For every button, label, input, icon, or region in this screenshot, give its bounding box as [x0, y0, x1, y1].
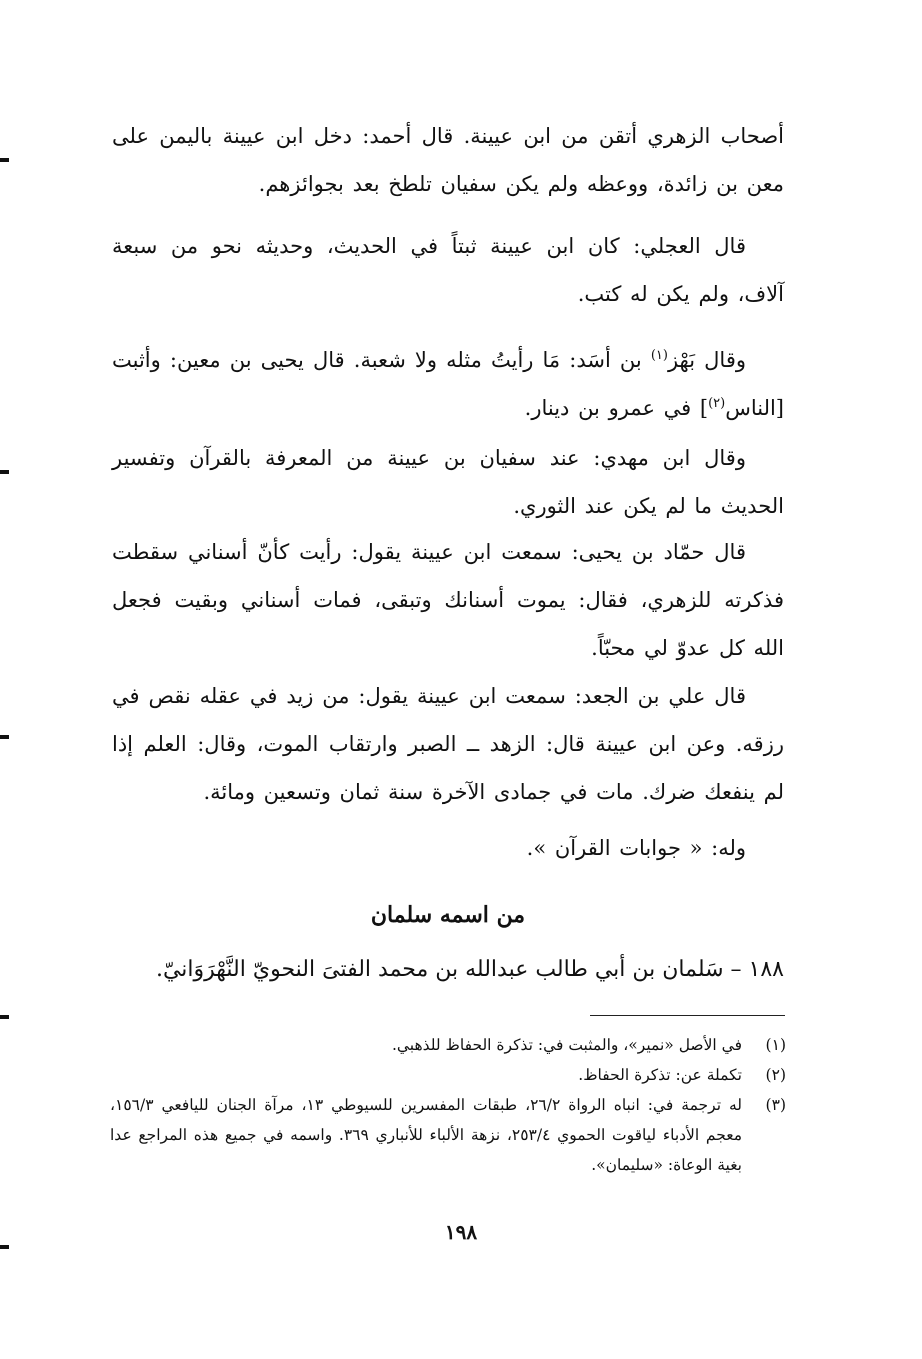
footnote-ref: (٢) [708, 396, 726, 411]
paragraph: قال حمّاد بن يحيى: سمعت ابن عيينة يقول: رأيت كأنّ أسناني سقطت فذكرته للزهري، فقال: يموت أسنانك وتبقى، فمات أسناني وبقيت فجعل الله كل عدوّ لي محبّاً. [112, 540, 784, 660]
paragraph: وله: « جوابات القرآن ». [526, 836, 746, 860]
section-title: من اسمه سلمان [370, 902, 526, 928]
paragraph-with-footnotes [112, 336, 784, 432]
footnote-number: (٣) [765, 1096, 786, 1114]
footnote-text: في الأصل «نمير»، والمثبت في: تذكرة الحفاظ للذهبي. [391, 1036, 742, 1054]
footnote-number: (٢) [765, 1066, 786, 1084]
footnote-number: (١) [765, 1036, 786, 1054]
footnote-separator [590, 1015, 785, 1016]
binding-mark [0, 1245, 9, 1249]
paragraph-text: وقال بَهْز [667, 348, 746, 372]
footnote-ref: (١) [650, 348, 668, 363]
paragraph-text: ] في عمرو بن دينار. [524, 396, 709, 420]
binding-mark [0, 735, 9, 739]
paragraph: قال العجلي: كان ابن عيينة ثبتاً في الحديث، وحديثه نحو من سبعة آلاف، ولم يكن له كتب. [112, 234, 784, 306]
paragraph: قال علي بن الجعد: سمعت ابن عيينة يقول: من زيد في عقله نقص في رزقه. وعن ابن عيينة قال: الزهد ــ الصبر وارتقاب الموت، وقال: العلم إذا لم ينفعك ضرك. مات في جمادى الآخرة سنة ثمان وتسعين ومائة. [112, 684, 784, 804]
biography-entry-heading: ١٨٨ – سَلمان بن أبي طالب عبدالله بن محمد الفتىَ النحويّ النَّهْرَوَانيّ. [155, 957, 784, 982]
binding-mark [0, 158, 9, 162]
paragraph: أصحاب الزهري أتقن من ابن عيينة. قال أحمد: دخل ابن عيينة باليمن على معن بن زائدة، ووعظه ولم يكن سفيان تلطخ بعد بجوائزهم. [112, 124, 784, 196]
binding-mark [0, 470, 9, 474]
binding-mark [0, 1015, 9, 1019]
footnote-text: له ترجمة في: انباه الرواة ٢٦/٢، طبقات المفسرين للسيوطي ١٣، مرآة الجنان لليافعي ١٥٦/٣، معجم الأدباء لياقوت الحموي ٢٥٣/٤، نزهة الألباء للأنباري ٣٦٩. واسمه في جميع هذه المراجع عدا بغية الوعاة: «سليمان». [110, 1096, 743, 1174]
footnotes [110, 1030, 786, 1180]
footnote-text: تكملة عن: تذكرة الحفاظ. [578, 1066, 742, 1084]
paragraph: وقال ابن مهدي: عند سفيان بن عيينة من المعرفة بالقرآن وتفسير الحديث ما لم يكن عند الثوري. [112, 446, 784, 518]
paragraph-text: بن أسَد: مَا رأيتُ مثله ولا شعبة. قال يحيى بن معين: وأثبت [الناس [112, 348, 784, 420]
footnote [110, 1060, 786, 1090]
page-number: ١٩٨ [444, 1220, 478, 1244]
footnote [110, 1090, 786, 1180]
footnote [110, 1030, 786, 1060]
